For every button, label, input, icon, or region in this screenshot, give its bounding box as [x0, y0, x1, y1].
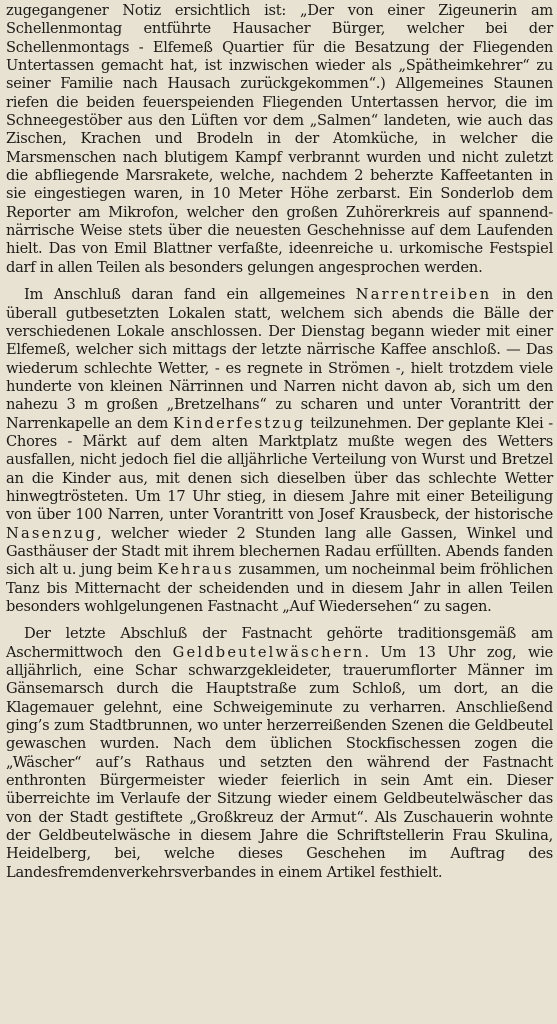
paragraph-3 — [6, 625, 553, 882]
paragraph-2-run-6: Nasenzug — [6, 524, 98, 542]
article-body — [6, 2, 553, 882]
paragraph-2-run-7: , welcher wieder 2 Stunden lang alle Gassen, Winkel und Gasthäuser der Stadt mit ihrem blechernen Radau erfüllten. Abends fanden sich alt u. jung beim — [6, 524, 553, 579]
paragraph-1 — [6, 2, 553, 277]
paragraph-3-run-3: . Um 13 Uhr zog, wie alljährlich, eine Schar schwarzgekleideter, trauerumflorter Männer im Gänsemarsch durch die Hauptstraße zum Schloß, um dort, an die Klagemauer gelehnt, eine Schweigeminute zu verharren. Anschließend ging’s zum Stadtbrunnen, wo unter herzerreißenden Szenen die Geldbeutel gewaschen wurden. Nach dem üblichen Stockfischessen zogen die „Wäscher“ auf’s Rathaus und setzten den während der Fastnacht enthronten Bürgermeister wieder feierlich in sein Amt ein. Dieser überreichte im Verlaufe der Sitzung wieder einem Geldbeutelwäscher das von der Stadt gestiftete „Großkreuz der Armut“. Als Zuschauerin wohnte der Geldbeutelwäsche in diesem Jahre die Schriftstellerin Frau Skulina, Heidelberg, bei, welche dieses Geschehen im Auftrag des Landesfremdenverkehrsverbandes in einem Artikel festhielt. — [6, 643, 553, 881]
paragraph-3-run-1: Der letzte Abschluß der Fastnacht gehörte traditionsgemäß am Aschermittwoch den — [6, 625, 553, 661]
paragraph-2-run-5: teilzunehmen. Der geplante Klei - Chores - Märkt auf dem alten Marktplatz mußte wegen des Wetters ausfallen, nicht jedoch fiel die alljährliche Verteilung von Wurst und Bretzel an die Kinder aus, mit denen sich dieselben über das schlechte Wetter hinwegtrösteten. Um 17 Uhr stieg, in diesem Jahre mit einer Beteiligung von über 100 Narren, unter Vorantritt von Josef Krausbeck, der historische — [6, 414, 553, 524]
paragraph-2-run-8: Kehraus — [157, 561, 234, 579]
paragraph-2-run-3: in den überall gutbesetzten Lokalen statt, welchem sich abends die Bälle der verschiedenen Lokale anschlossen. Der Dienstag begann wieder mit einer Elfemeß, welcher sich mittags der letzte närrische Kaffee anschloß. — Das wiederum schlechte Wetter, - es regnete in Strömen -, hielt trotzdem viele hunderte von kleinen Närrinnen und Narren nicht davon ab, sich um den nahezu 3 m großen „Bretzelhans“ zu scharen und unter Vorantritt der Narrenkapelle an dem — [6, 286, 553, 432]
paragraph-2 — [6, 286, 553, 616]
paragraph-2-run-2: Narrentreiben — [355, 286, 492, 304]
paragraph-3-run-2: Geldbeutelwäschern — [172, 643, 365, 661]
paragraph-1-text: zugegangener Notiz ersichtlich ist: „Der von einer Zigeunerin am Schellenmontag entführte Hausacher Bürger, welcher bei der Schellenmontags - Elfemeß Quartier für die Besatzung der Fliegenden Untertassen gemacht hat, ist inzwischen wieder als „Spätheimkehrer“ zu seiner Familie nach Hausach zurückgekommen“.) Allgemeines Staunen riefen die beiden feuerspeienden Fliegenden Untertassen hervor, die im Schneegestöber aus den Lüften vor dem „Salmen“ landeten, wie auch das Zischen, Krachen und Brodeln in der Atomküche, in welcher die Marsmenschen nach blutigem Kampf verbrannt wurden und nicht zuletzt die abfliegende Marsrakete, welche, nachdem 2 beherzte Kaffeetanten in sie eingestiegen waren, in 10 Meter Höhe zerbarst. Ein Sonderlob dem Reporter am Mikrofon, welcher den großen Zuhörerkreis auf spannend-närrische Weise stets über die neuesten Geschehnisse auf dem Laufenden hielt. Das von Emil Blattner verfaßte, ideenreiche u. urkomische Festspiel darf in allen Teilen als besonders gelungen angesprochen werden. — [6, 2, 553, 276]
paragraph-2-run-1: Im Anschluß daran fand ein allgemeines — [24, 286, 356, 304]
paragraph-2-run-9: zusammen, um nocheinmal beim fröhlichen Tanz bis Mitternacht der scheidenden und in diesem Jahr in allen Teilen besonders wohlgelungenen Fastnacht „Auf Wiedersehen“ zu sagen. — [6, 561, 554, 615]
paragraph-2-run-4: Kinderfestzug — [172, 414, 306, 432]
